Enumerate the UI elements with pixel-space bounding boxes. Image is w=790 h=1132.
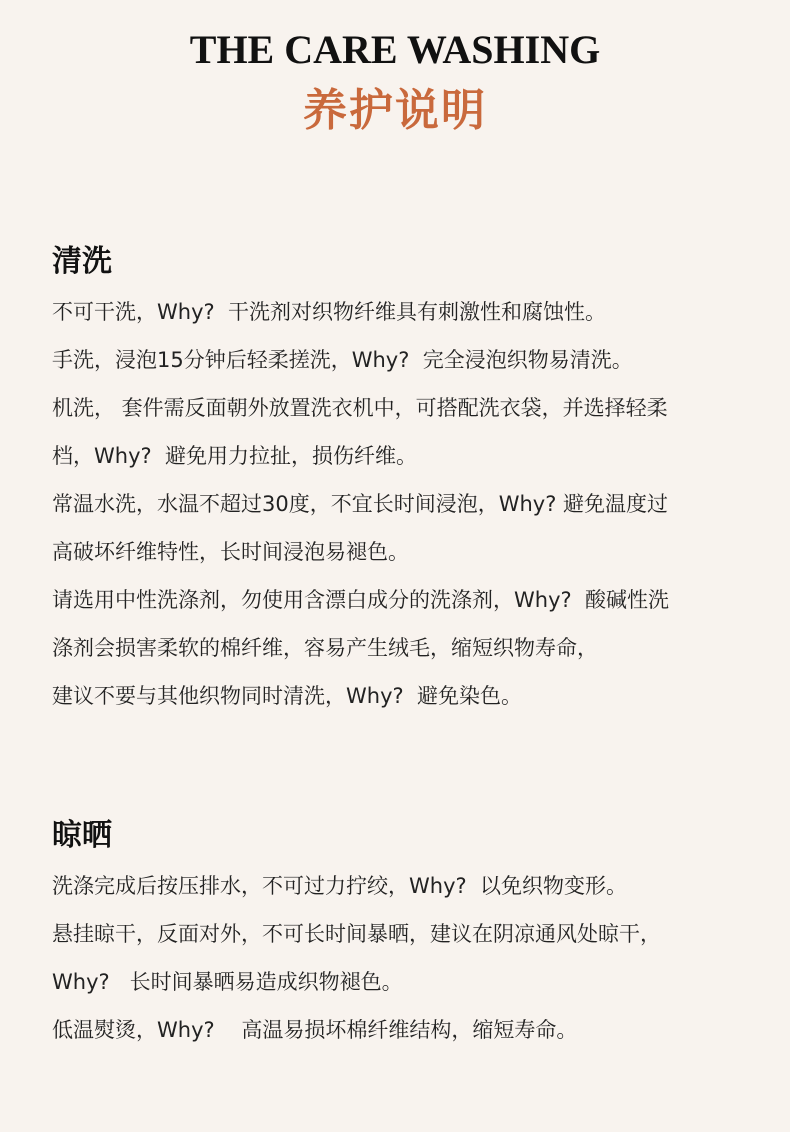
page-header <box>0 26 790 138</box>
section-washing <box>52 242 752 720</box>
title-chinese: 养护说明 <box>303 85 487 136</box>
section-heading-washing: 清洗 <box>52 244 112 279</box>
drying-line: 低温熨烫，Why? 高温易损坏棉纤维结构，缩短寿命。 <box>52 1018 578 1042</box>
washing-line: 机洗， 套件需反面朝外放置洗衣机中，可搭配洗衣袋，并选择轻柔 <box>52 396 668 420</box>
washing-line: 档，Why? 避免用力拉扯，损伤纤维。 <box>52 444 417 468</box>
washing-line: 建议不要与其他织物同时清洗，Why? 避免染色。 <box>52 684 522 708</box>
drying-line: 悬挂晾干，反面对外，不可长时间暴晒，建议在阴凉通风处晾干， <box>52 922 661 946</box>
washing-line: 涤剂会损害柔软的棉纤维，容易产生绒毛，缩短织物寿命， <box>52 636 598 660</box>
washing-line: 高破坏纤维特性，长时间浸泡易褪色。 <box>52 540 409 564</box>
drying-line: Why? 长时间暴晒易造成织物褪色。 <box>52 970 403 994</box>
title-english: THE CARE WASHING <box>189 27 601 72</box>
washing-line: 请选用中性洗涤剂，勿使用含漂白成分的洗涤剂，Why? 酸碱性洗 <box>52 588 669 612</box>
washing-line: 手洗，浸泡15分钟后轻柔搓洗，Why? 完全浸泡织物易清洗。 <box>52 348 633 372</box>
washing-line: 不可干洗，Why? 干洗剂对织物纤维具有刺激性和腐蚀性。 <box>52 300 606 324</box>
washing-line: 常温水洗，水温不超过30度，不宜长时间浸泡，Why? 避免温度过 <box>52 492 669 516</box>
section-drying <box>52 816 752 1054</box>
drying-line: 洗涤完成后按压排水，不可过力拧绞，Why? 以免织物变形。 <box>52 874 627 898</box>
section-heading-drying: 晾晒 <box>52 818 112 853</box>
